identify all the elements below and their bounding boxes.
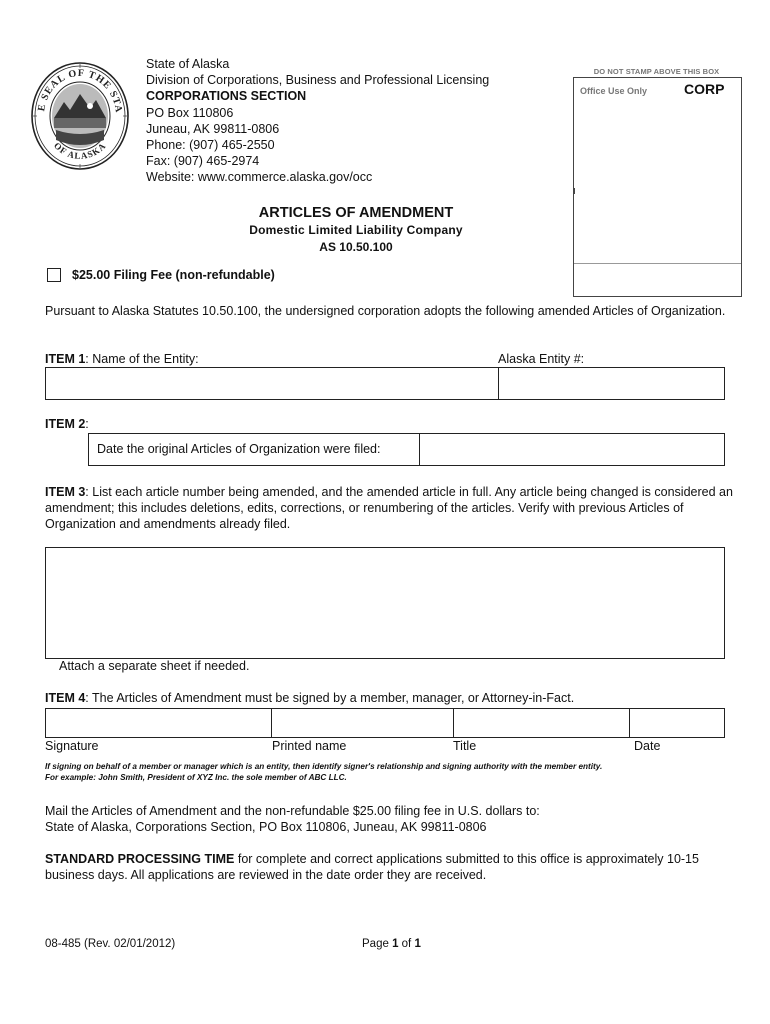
original-filing-date-label: Date the original Articles of Organization were filed: <box>97 442 381 456</box>
seal-bottom-text: OF ALASKA <box>52 140 108 162</box>
office-use-label: Office Use Only <box>580 86 648 96</box>
title-field[interactable] <box>454 709 629 737</box>
item1-label-text: : Name of the Entity: <box>85 352 199 366</box>
item1-fields <box>45 367 725 400</box>
item4-label-text: : The Articles of Amendment must be signed by a member, manager, or Attorney-in-Fact. <box>85 691 575 705</box>
header-line-pobox: PO Box 110806 <box>146 105 234 120</box>
agency-address-block <box>146 56 566 186</box>
header-line-division: Division of Corporations, Business and Professional Licensing <box>146 73 490 88</box>
form-statute: AS 10.50.100 <box>319 240 393 254</box>
header-line-fax: Fax: (907) 465-2974 <box>146 154 260 169</box>
original-filing-date-field[interactable] <box>420 434 724 465</box>
page-prefix: Page <box>362 938 393 950</box>
date-label: Date <box>634 739 661 753</box>
intro-paragraph: Pursuant to Alaska Statutes 10.50.100, the undersigned corporation adopts the following amended Articles of Organization. <box>45 304 726 318</box>
do-not-stamp-notice: DO NOT STAMP ABOVE THIS BOX <box>593 67 720 76</box>
entity-name-field[interactable] <box>46 368 498 399</box>
seal-top-text: E SEAL OF THE STA <box>36 67 124 114</box>
processing-time-heading: STANDARD PROCESSING TIME <box>45 852 235 866</box>
entity-number-field[interactable] <box>499 368 724 399</box>
item4-instructions <box>45 691 574 705</box>
item1-label-bold: ITEM 1 <box>45 352 86 366</box>
item2-label-text: : <box>85 417 89 431</box>
filing-fee-checkbox[interactable] <box>47 268 61 282</box>
page-total: 1 <box>414 938 421 950</box>
header-line-city: Juneau, AK 99811-0806 <box>146 121 280 136</box>
form-title: ARTICLES OF AMENDMENT <box>258 205 454 221</box>
page-current: 1 <box>392 938 399 950</box>
item2-label-bold: ITEM 2 <box>45 417 86 431</box>
processing-time-paragraph <box>45 851 735 883</box>
office-box-divider <box>574 263 741 264</box>
header-line-state: State of Alaska <box>146 57 230 71</box>
signing-authority-note-line2: For example: John Smith, President of XYZ Inc. the sole member of ABC LLC. <box>45 773 347 782</box>
item3-label-bold: ITEM 3 <box>45 485 86 499</box>
entity-number-label: Alaska Entity #: <box>498 352 585 366</box>
corp-label: CORP <box>684 81 725 97</box>
form-revision-number: 08-485 (Rev. 02/01/2012) <box>45 938 176 950</box>
office-use-box <box>573 77 742 297</box>
printed-name-label: Printed name <box>272 739 347 753</box>
mailing-line1: Mail the Articles of Amendment and the non-refundable $25.00 filing fee in U.S. dollars to: <box>45 804 540 818</box>
processing-time-text: for complete and correct applications submitted to this office is approximately 10-15 business days. All applications are reviewed in the date order they are received. <box>45 852 699 882</box>
header-line-website: Website: www.commerce.alaska.gov/occ <box>146 170 373 185</box>
state-seal-logo <box>30 60 130 172</box>
attach-sheet-note: Attach a separate sheet if needed. <box>59 659 250 673</box>
header-line-phone: Phone: (907) 465-2550 <box>146 138 275 153</box>
amended-articles-field[interactable] <box>45 547 725 659</box>
signing-authority-note <box>45 761 745 783</box>
form-subtitle: Domestic Limited Liability Company <box>249 223 463 237</box>
header-line-section: CORPORATIONS SECTION <box>146 89 307 104</box>
page-indicator <box>362 938 421 950</box>
signing-authority-note-line1: If signing on behalf of a member or manager which is an entity, then identify signer's relationship and signing authority with the member entity. <box>45 762 603 771</box>
filing-fee-label: $25.00 Filing Fee (non-refundable) <box>72 268 275 282</box>
printed-name-field[interactable] <box>272 709 453 737</box>
title-label: Title <box>453 739 477 753</box>
signature-row <box>45 708 725 738</box>
item3-label-text: : List each article number being amended, and the amended article in full. Any article being changed is considered an amendment; this includes deletions, edits, corrections, or renumbering of the articles. Verify with previous Articles of Organization and amendments already filed. <box>45 485 733 531</box>
signature-field[interactable] <box>46 709 271 737</box>
office-box-tick <box>573 188 575 194</box>
page-mid: of <box>398 938 415 950</box>
signature-label: Signature <box>45 739 99 753</box>
date-field[interactable] <box>630 709 724 737</box>
mailing-instructions <box>45 803 735 835</box>
mailing-line2: State of Alaska, Corporations Section, PO Box 110806, Juneau, AK 99811-0806 <box>45 820 487 834</box>
item1-label <box>45 352 199 366</box>
item3-instructions <box>45 484 735 532</box>
item2-label <box>45 417 89 431</box>
item4-label-bold: ITEM 4 <box>45 691 86 705</box>
